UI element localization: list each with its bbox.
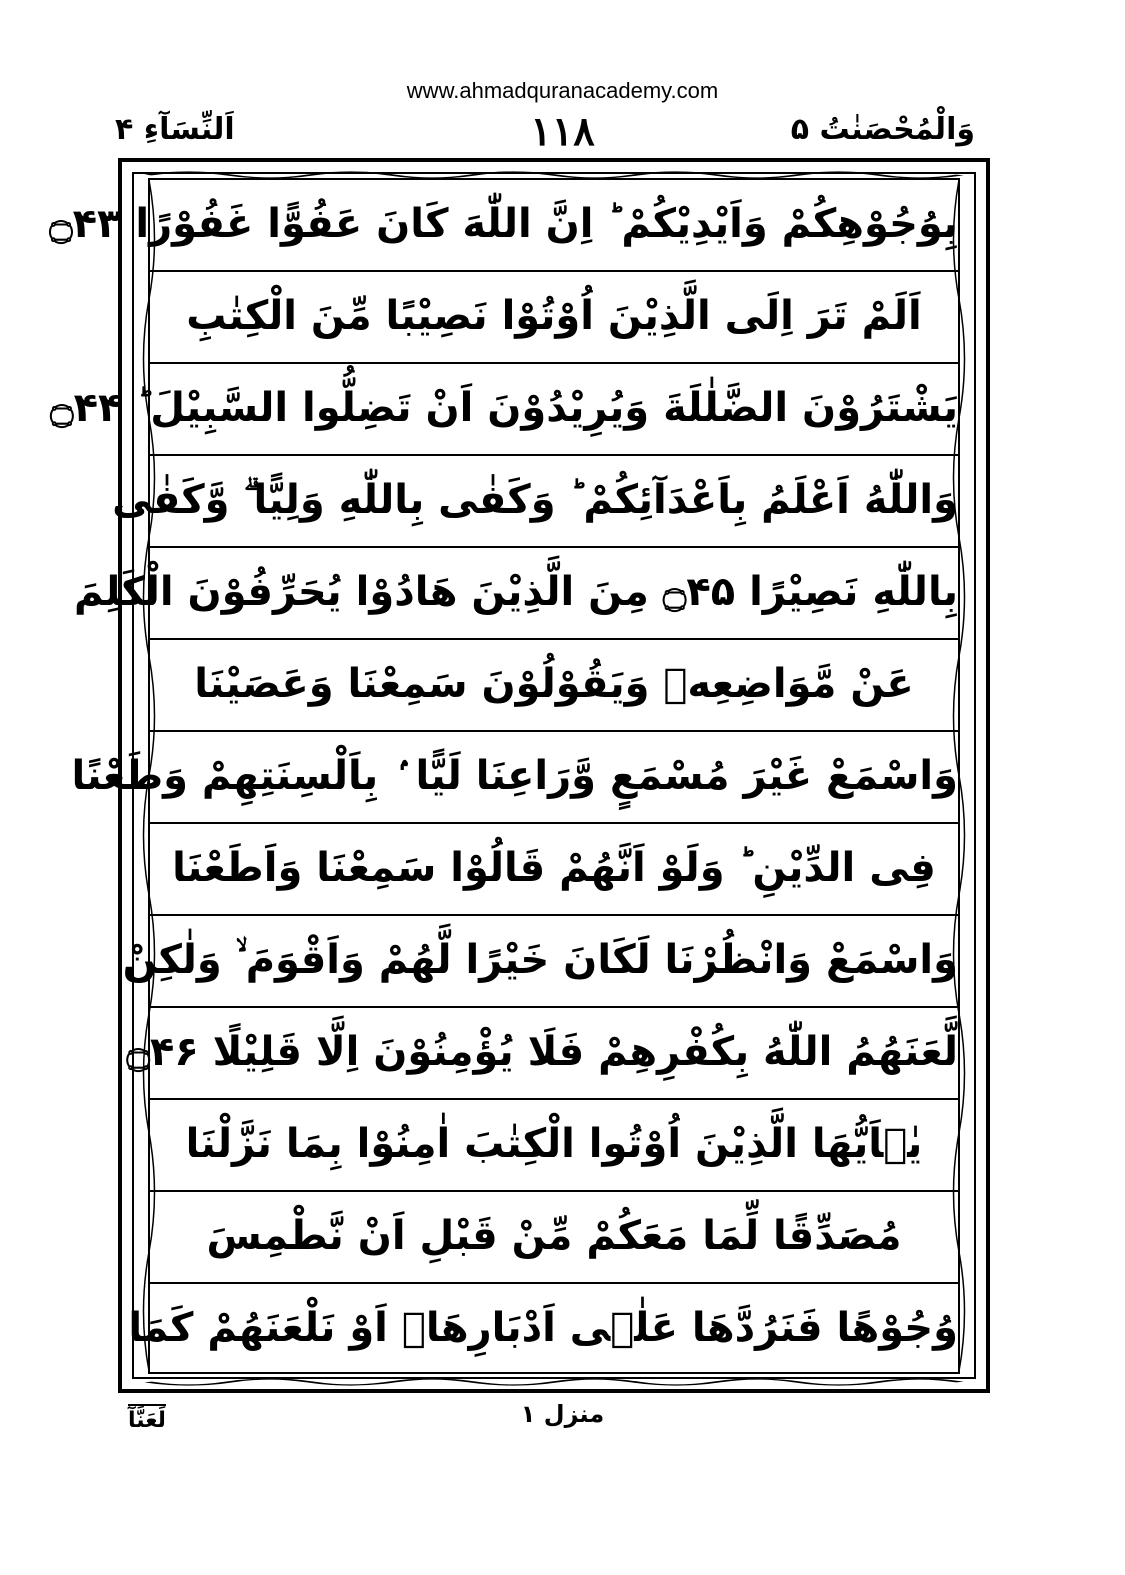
text-line: يٰۤاَيُّهَا الَّذِيْنَ اُوْتُوا الْكِتٰبَ اٰمِنُوْا بِمَا نَزَّلْنَا	[150, 1100, 958, 1192]
text-line: بِوُجُوْهِكُمْ وَاَيْدِيْكُمْ ؕ اِنَّ اللّٰهَ كَانَ عَفُوًّا غَفُوْرًا ۝۴۳	[150, 180, 958, 272]
text-line: لَّعَنَهُمُ اللّٰهُ بِكُفْرِهِمْ فَلَا يُؤْمِنُوْنَ اِلَّا قَلِيْلًا ۝۴۶	[150, 1008, 958, 1100]
text-line: وَاللّٰهُ اَعْلَمُ بِاَعْدَآئِكُمْ ؕ وَكَفٰى بِاللّٰهِ وَلِيًّا ۗ وَّكَفٰى	[150, 456, 958, 548]
text-line: مُصَدِّقًا لِّمَا مَعَكُمْ مِّنْ قَبْلِ اَنْ نَّطْمِسَ	[150, 1192, 958, 1284]
surah-title: اَلنِّسَآءِ ۴	[115, 112, 235, 147]
text-line: فِى الدِّيْنِ ؕ وَلَوْ اَنَّهُمْ قَالُوْا سَمِعْنَا وَاَطَعْنَا	[150, 824, 958, 916]
page-number: ۱۱۸	[530, 108, 595, 155]
text-line: اَلَمْ تَرَ اِلَى الَّذِيْنَ اُوْتُوْا نَصِيْبًا مِّنَ الْكِتٰبِ	[150, 272, 958, 364]
text-line: وُجُوْهًا فَنَرُدَّهَا عَلٰۤى اَدْبَارِهَاۤ اَوْ نَلْعَنَهُمْ كَمَا	[128, 1305, 958, 1351]
text-line: يَشْتَرُوْنَ الضَّلٰلَةَ وَيُرِيْدُوْنَ اَنْ تَضِلُّوا السَّبِيْلَ ؕ ۝۴۴	[150, 364, 958, 456]
text-line: وَاسْمَعْ وَانْظُرْنَا لَكَانَ خَيْرًا لَّهُمْ وَاَقْوَمَ ۙ وَلٰكِنْ	[150, 916, 958, 1008]
text-line: وَاسْمَعْ غَيْرَ مُسْمَعٍ وَّرَاعِنَا لَيًّا ۢ بِاَلْسِنَتِهِمْ وَطَعْنًا	[150, 732, 958, 824]
website-url[interactable]: www.ahmadquranacademy.com	[406, 78, 719, 103]
catchword: لَعَنَّآ	[128, 1404, 166, 1433]
text-line: عَنْ مَّوَاضِعِهٖ وَيَقُوْلُوْنَ سَمِعْنَا وَعَصَيْنَا	[150, 640, 958, 732]
quran-text-block	[49, 178, 960, 1374]
juz-title: وَالْمُحْصَنٰتُ ۵	[790, 112, 975, 147]
manzil-label: منزل ۱	[520, 1400, 605, 1428]
top-ornament-band	[148, 166, 960, 178]
text-line: بِاللّٰهِ نَصِيْرًا ۝۴۵ مِنَ الَّذِيْنَ هَادُوْا يُحَرِّفُوْنَ الْكَلِمَ	[150, 548, 958, 640]
